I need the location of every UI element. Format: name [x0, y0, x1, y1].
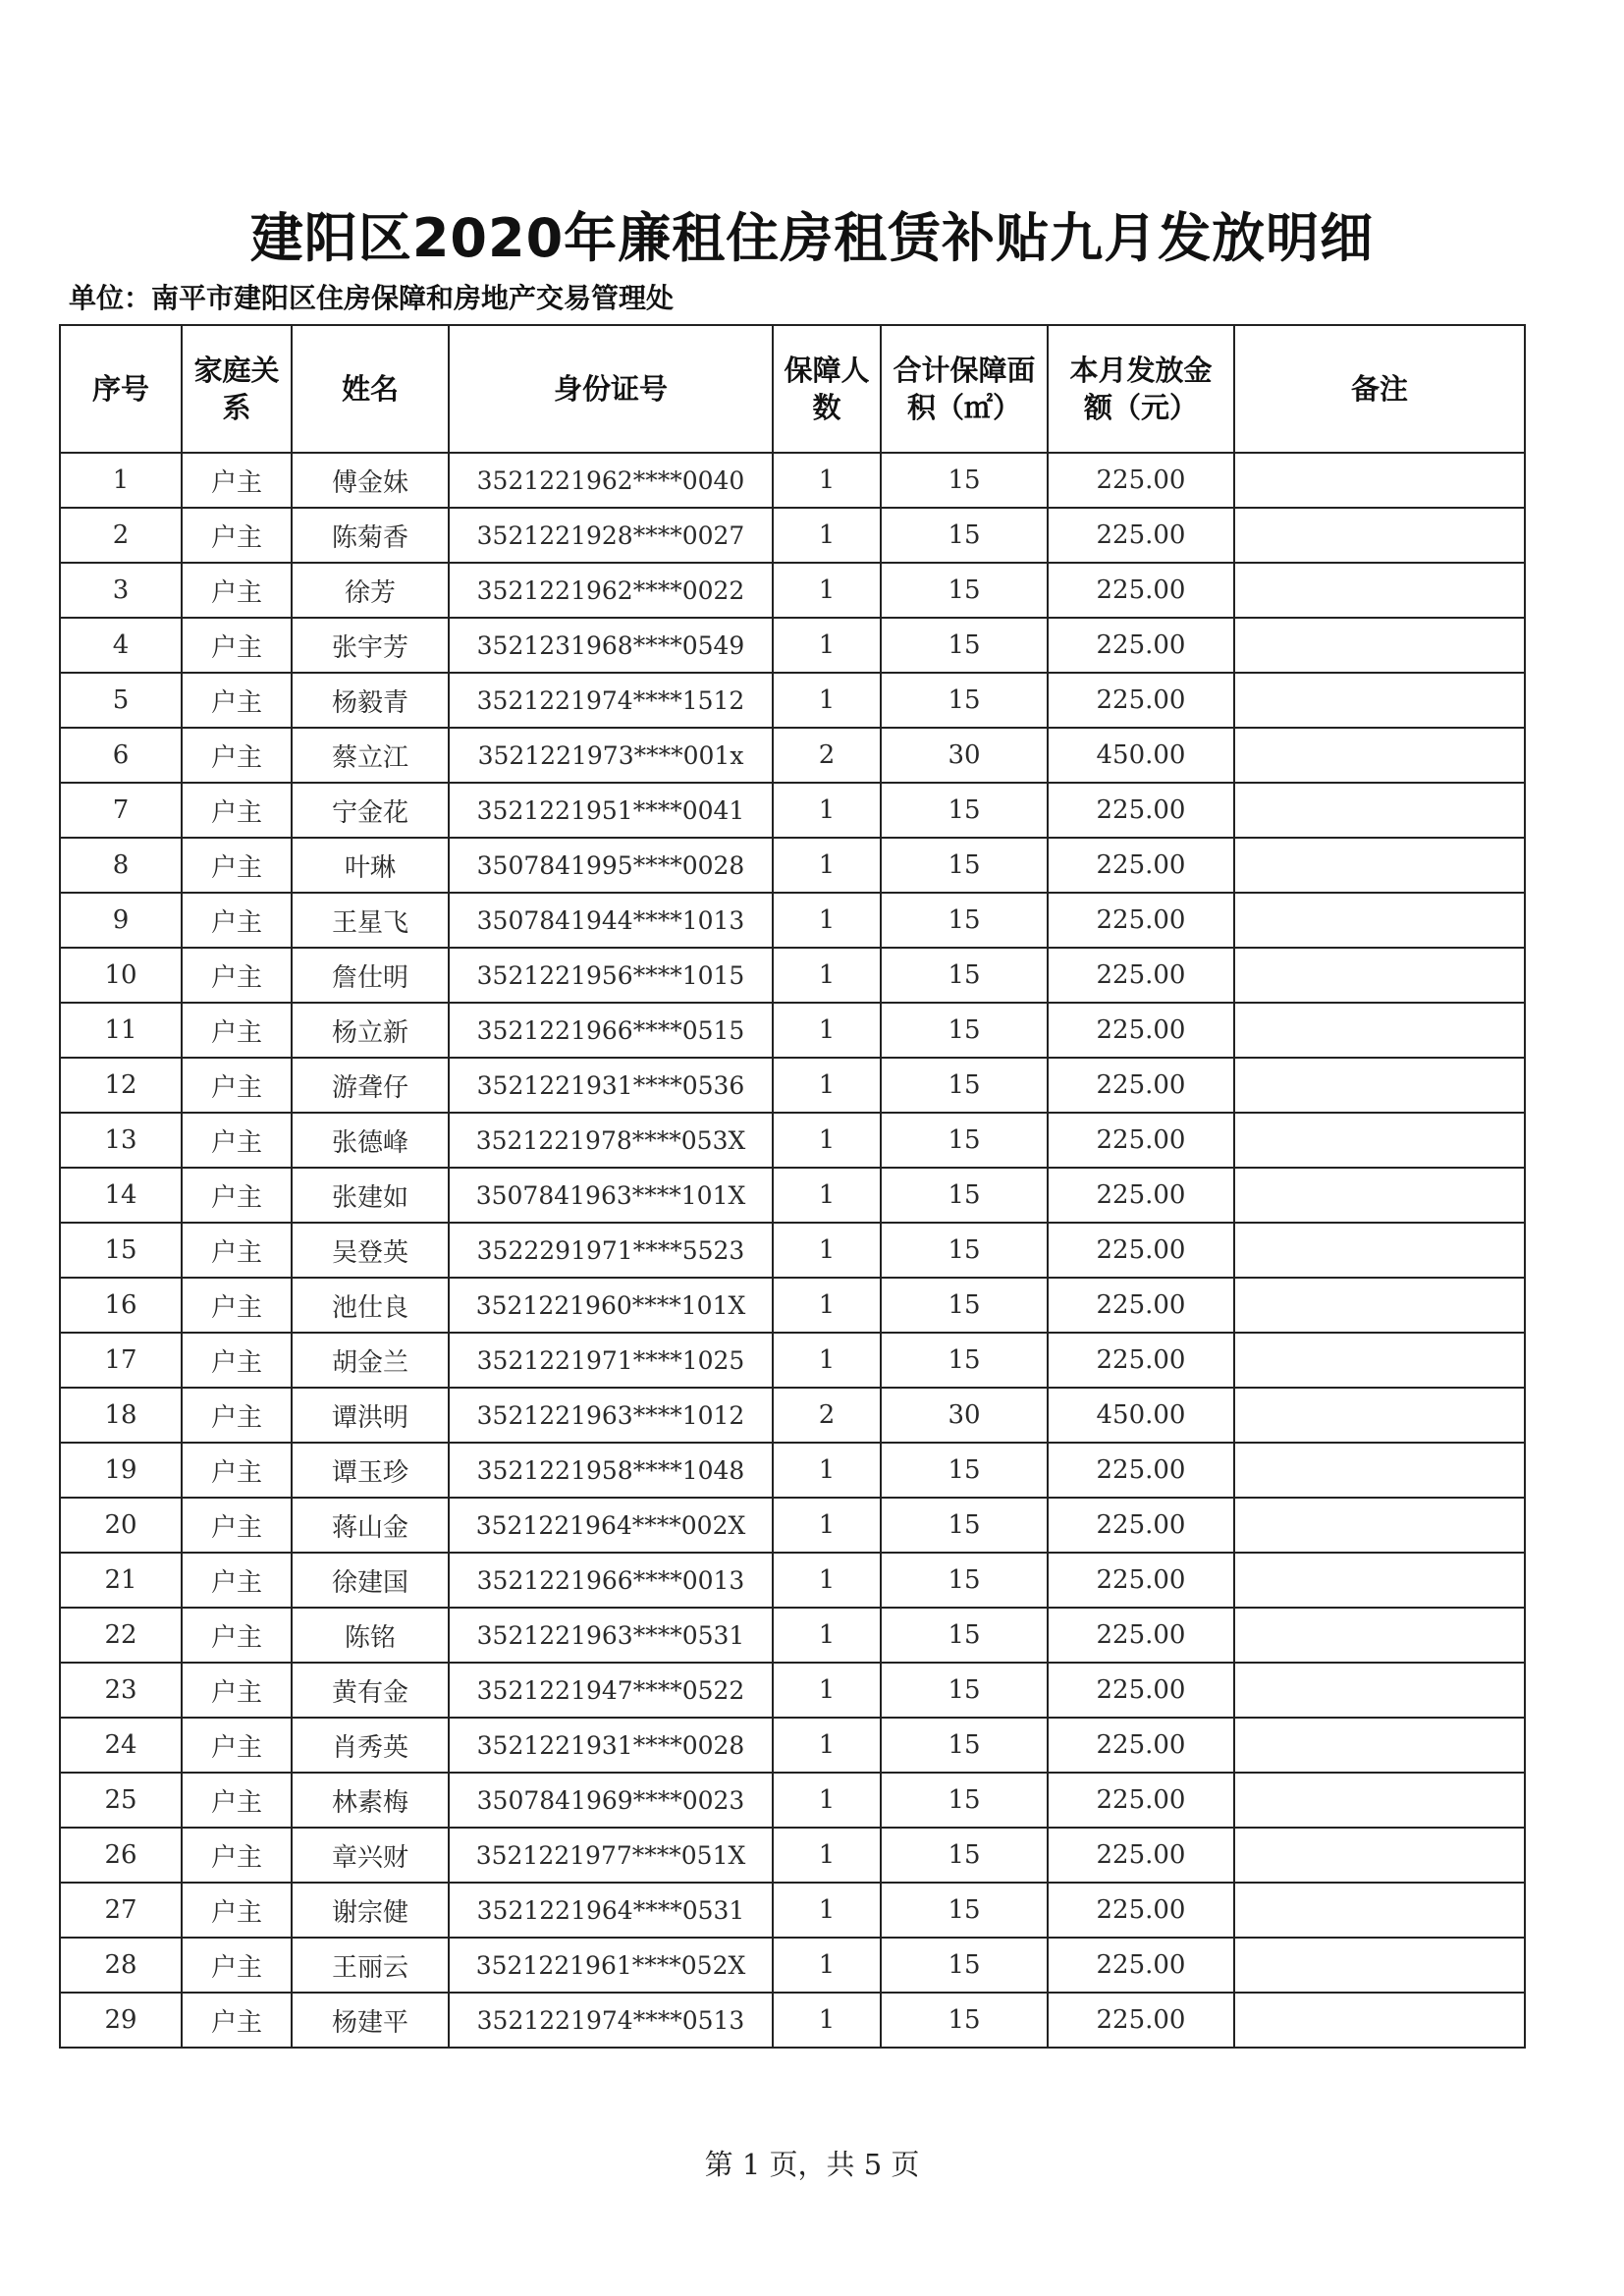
cell-remark	[1234, 508, 1525, 563]
cell-seq: 3	[60, 563, 182, 618]
cell-persons: 1	[773, 1718, 881, 1773]
cell-persons: 1	[773, 1993, 881, 2048]
cell-amount: 225.00	[1048, 1938, 1234, 1993]
cell-persons: 1	[773, 1223, 881, 1278]
cell-seq: 28	[60, 1938, 182, 1993]
cell-seq: 24	[60, 1718, 182, 1773]
cell-area: 15	[881, 673, 1048, 728]
cell-id-number: 3521221951****0041	[449, 783, 773, 838]
cell-seq: 27	[60, 1883, 182, 1938]
cell-amount: 225.00	[1048, 1278, 1234, 1333]
cell-area: 15	[881, 1553, 1048, 1608]
cell-relation: 户主	[182, 1003, 292, 1058]
cell-amount: 225.00	[1048, 618, 1234, 673]
cell-id-number: 3521221978****053X	[449, 1113, 773, 1168]
cell-area: 15	[881, 1828, 1048, 1883]
cell-amount: 225.00	[1048, 1608, 1234, 1663]
cell-seq: 12	[60, 1058, 182, 1113]
cell-id-number: 3507841963****101X	[449, 1168, 773, 1223]
table-row	[60, 1113, 1525, 1168]
cell-id-number: 3507841969****0023	[449, 1773, 773, 1828]
cell-seq: 17	[60, 1333, 182, 1388]
cell-persons: 1	[773, 618, 881, 673]
cell-relation: 户主	[182, 508, 292, 563]
cell-area: 15	[881, 1498, 1048, 1553]
cell-persons: 1	[773, 453, 881, 508]
cell-persons: 1	[773, 1113, 881, 1168]
cell-seq: 11	[60, 1003, 182, 1058]
cell-area: 30	[881, 728, 1048, 783]
cell-area: 15	[881, 1608, 1048, 1663]
table-row	[60, 1828, 1525, 1883]
document-title: 建阳区2020年廉租住房租赁补贴九月发放明细	[249, 207, 1375, 269]
table-row	[60, 618, 1525, 673]
cell-remark	[1234, 1388, 1525, 1443]
cell-id-number: 3521221960****101X	[449, 1278, 773, 1333]
cell-remark	[1234, 1168, 1525, 1223]
cell-persons: 1	[773, 1773, 881, 1828]
header-persons: 保障人数	[773, 325, 881, 453]
cell-remark	[1234, 1223, 1525, 1278]
cell-id-number: 3521221971****1025	[449, 1333, 773, 1388]
cell-id-number: 3521221928****0027	[449, 508, 773, 563]
cell-amount: 225.00	[1048, 1718, 1234, 1773]
table-row	[60, 1278, 1525, 1333]
cell-remark	[1234, 893, 1525, 948]
cell-relation: 户主	[182, 1938, 292, 1993]
cell-amount: 225.00	[1048, 1223, 1234, 1278]
cell-id-number: 3521221974****0513	[449, 1993, 773, 2048]
cell-persons: 1	[773, 563, 881, 618]
cell-area: 15	[881, 563, 1048, 618]
cell-remark	[1234, 1663, 1525, 1718]
cell-name: 林素梅	[292, 1773, 449, 1828]
cell-amount: 225.00	[1048, 673, 1234, 728]
cell-name: 谭洪明	[292, 1388, 449, 1443]
cell-persons: 1	[773, 1883, 881, 1938]
cell-seq: 14	[60, 1168, 182, 1223]
cell-name: 徐芳	[292, 563, 449, 618]
cell-amount: 225.00	[1048, 1773, 1234, 1828]
cell-area: 15	[881, 1058, 1048, 1113]
cell-relation: 户主	[182, 893, 292, 948]
cell-name: 杨建平	[292, 1993, 449, 2048]
cell-name: 陈铭	[292, 1608, 449, 1663]
cell-seq: 23	[60, 1663, 182, 1718]
cell-remark	[1234, 728, 1525, 783]
cell-seq: 19	[60, 1443, 182, 1498]
cell-id-number: 3521221966****0515	[449, 1003, 773, 1058]
cell-remark	[1234, 1773, 1525, 1828]
cell-name: 宁金花	[292, 783, 449, 838]
cell-persons: 1	[773, 1003, 881, 1058]
cell-area: 15	[881, 1443, 1048, 1498]
cell-id-number: 3521221931****0536	[449, 1058, 773, 1113]
cell-amount: 225.00	[1048, 838, 1234, 893]
cell-area: 15	[881, 948, 1048, 1003]
cell-area: 15	[881, 838, 1048, 893]
cell-seq: 16	[60, 1278, 182, 1333]
cell-area: 15	[881, 893, 1048, 948]
cell-seq: 10	[60, 948, 182, 1003]
cell-area: 15	[881, 1718, 1048, 1773]
cell-seq: 21	[60, 1553, 182, 1608]
cell-area: 15	[881, 1278, 1048, 1333]
cell-amount: 225.00	[1048, 508, 1234, 563]
cell-persons: 1	[773, 1058, 881, 1113]
table-row	[60, 1993, 1525, 2048]
header-amount: 本月发放金额（元）	[1048, 325, 1234, 453]
table-row	[60, 1388, 1525, 1443]
cell-area: 15	[881, 1993, 1048, 2048]
cell-area: 15	[881, 1168, 1048, 1223]
cell-name: 胡金兰	[292, 1333, 449, 1388]
cell-relation: 户主	[182, 1223, 292, 1278]
cell-name: 张德峰	[292, 1113, 449, 1168]
cell-name: 黄有金	[292, 1663, 449, 1718]
cell-persons: 1	[773, 948, 881, 1003]
cell-seq: 20	[60, 1498, 182, 1553]
cell-amount: 450.00	[1048, 728, 1234, 783]
cell-area: 15	[881, 1938, 1048, 1993]
cell-id-number: 3507841995****0028	[449, 838, 773, 893]
cell-name: 张建如	[292, 1168, 449, 1223]
cell-amount: 225.00	[1048, 1058, 1234, 1113]
cell-relation: 户主	[182, 1663, 292, 1718]
cell-relation: 户主	[182, 453, 292, 508]
cell-id-number: 3521221964****002X	[449, 1498, 773, 1553]
cell-relation: 户主	[182, 1333, 292, 1388]
cell-seq: 9	[60, 893, 182, 948]
header-area: 合计保障面积（㎡）	[881, 325, 1048, 453]
header-relation: 家庭关系	[182, 325, 292, 453]
table-row	[60, 1663, 1525, 1718]
cell-amount: 225.00	[1048, 1003, 1234, 1058]
cell-seq: 29	[60, 1993, 182, 2048]
cell-amount: 225.00	[1048, 1553, 1234, 1608]
cell-amount: 225.00	[1048, 948, 1234, 1003]
cell-remark	[1234, 618, 1525, 673]
cell-id-number: 3521221966****0013	[449, 1553, 773, 1608]
table-row	[60, 1718, 1525, 1773]
page-footer: 第 1 页，共 5 页	[704, 2148, 920, 2181]
cell-area: 30	[881, 1388, 1048, 1443]
cell-name: 杨毅青	[292, 673, 449, 728]
cell-remark	[1234, 1553, 1525, 1608]
cell-relation: 户主	[182, 673, 292, 728]
cell-area: 15	[881, 453, 1048, 508]
cell-amount: 225.00	[1048, 1498, 1234, 1553]
cell-name: 徐建国	[292, 1553, 449, 1608]
cell-id-number: 3521221964****0531	[449, 1883, 773, 1938]
cell-amount: 225.00	[1048, 1828, 1234, 1883]
table-row	[60, 1223, 1525, 1278]
cell-relation: 户主	[182, 1388, 292, 1443]
table-row	[60, 893, 1525, 948]
cell-remark	[1234, 1883, 1525, 1938]
cell-area: 15	[881, 1223, 1048, 1278]
table-row	[60, 563, 1525, 618]
table-row	[60, 1058, 1525, 1113]
cell-amount: 225.00	[1048, 563, 1234, 618]
cell-remark	[1234, 1608, 1525, 1663]
cell-id-number: 3521221962****0022	[449, 563, 773, 618]
table-row	[60, 948, 1525, 1003]
cell-name: 王星飞	[292, 893, 449, 948]
cell-relation: 户主	[182, 1498, 292, 1553]
cell-seq: 22	[60, 1608, 182, 1663]
cell-area: 15	[881, 1333, 1048, 1388]
cell-area: 15	[881, 1883, 1048, 1938]
cell-remark	[1234, 783, 1525, 838]
table-row	[60, 453, 1525, 508]
cell-id-number: 3521221974****1512	[449, 673, 773, 728]
table-body	[60, 453, 1525, 2048]
cell-remark	[1234, 1498, 1525, 1553]
cell-id-number: 3521221977****051X	[449, 1828, 773, 1883]
cell-persons: 1	[773, 1333, 881, 1388]
cell-remark	[1234, 1003, 1525, 1058]
header-seq: 序号	[60, 325, 182, 453]
cell-persons: 1	[773, 508, 881, 563]
cell-relation: 户主	[182, 1058, 292, 1113]
cell-name: 池仕良	[292, 1278, 449, 1333]
issuing-unit: 单位：南平市建阳区住房保障和房地产交易管理处	[69, 282, 675, 314]
cell-id-number: 3521221931****0028	[449, 1718, 773, 1773]
cell-amount: 225.00	[1048, 1333, 1234, 1388]
cell-persons: 1	[773, 1663, 881, 1718]
table-row	[60, 1938, 1525, 1993]
cell-remark	[1234, 1278, 1525, 1333]
cell-name: 蔡立江	[292, 728, 449, 783]
cell-name: 游聋仔	[292, 1058, 449, 1113]
cell-persons: 1	[773, 893, 881, 948]
cell-seq: 26	[60, 1828, 182, 1883]
cell-area: 15	[881, 783, 1048, 838]
cell-relation: 户主	[182, 1168, 292, 1223]
cell-name: 肖秀英	[292, 1718, 449, 1773]
table-row	[60, 1773, 1525, 1828]
cell-area: 15	[881, 1773, 1048, 1828]
header-id-number: 身份证号	[449, 325, 773, 453]
cell-id-number: 3521221962****0040	[449, 453, 773, 508]
cell-seq: 15	[60, 1223, 182, 1278]
cell-seq: 7	[60, 783, 182, 838]
cell-relation: 户主	[182, 948, 292, 1003]
cell-seq: 25	[60, 1773, 182, 1828]
table-row	[60, 1333, 1525, 1388]
cell-persons: 1	[773, 1828, 881, 1883]
cell-relation: 户主	[182, 1718, 292, 1773]
header-remark: 备注	[1234, 325, 1525, 453]
cell-id-number: 3521221963****0531	[449, 1608, 773, 1663]
cell-seq: 18	[60, 1388, 182, 1443]
cell-remark	[1234, 1993, 1525, 2048]
cell-persons: 1	[773, 1608, 881, 1663]
cell-id-number: 3521221973****001x	[449, 728, 773, 783]
cell-relation: 户主	[182, 1608, 292, 1663]
cell-name: 杨立新	[292, 1003, 449, 1058]
table-row	[60, 1498, 1525, 1553]
cell-remark	[1234, 1718, 1525, 1773]
cell-id-number: 3522291971****5523	[449, 1223, 773, 1278]
cell-remark	[1234, 563, 1525, 618]
cell-persons: 2	[773, 1388, 881, 1443]
cell-id-number: 3521231968****0549	[449, 618, 773, 673]
cell-seq: 1	[60, 453, 182, 508]
cell-seq: 8	[60, 838, 182, 893]
cell-area: 15	[881, 618, 1048, 673]
cell-amount: 225.00	[1048, 1883, 1234, 1938]
cell-name: 蒋山金	[292, 1498, 449, 1553]
cell-name: 詹仕明	[292, 948, 449, 1003]
cell-amount: 450.00	[1048, 1388, 1234, 1443]
cell-area: 15	[881, 1663, 1048, 1718]
cell-area: 15	[881, 508, 1048, 563]
cell-amount: 225.00	[1048, 1663, 1234, 1718]
cell-persons: 2	[773, 728, 881, 783]
cell-name: 谭玉珍	[292, 1443, 449, 1498]
cell-amount: 225.00	[1048, 1443, 1234, 1498]
cell-amount: 225.00	[1048, 453, 1234, 508]
cell-amount: 225.00	[1048, 783, 1234, 838]
cell-relation: 户主	[182, 618, 292, 673]
cell-relation: 户主	[182, 1773, 292, 1828]
header-name: 姓名	[292, 325, 449, 453]
cell-name: 张宇芳	[292, 618, 449, 673]
cell-seq: 5	[60, 673, 182, 728]
cell-relation: 户主	[182, 1553, 292, 1608]
cell-id-number: 3521221947****0522	[449, 1663, 773, 1718]
cell-persons: 1	[773, 1168, 881, 1223]
cell-remark	[1234, 1113, 1525, 1168]
cell-persons: 1	[773, 1278, 881, 1333]
cell-remark	[1234, 838, 1525, 893]
table-header-row	[60, 325, 1525, 453]
cell-name: 傅金妹	[292, 453, 449, 508]
cell-remark	[1234, 673, 1525, 728]
cell-relation: 户主	[182, 1993, 292, 2048]
cell-area: 15	[881, 1003, 1048, 1058]
cell-name: 叶琳	[292, 838, 449, 893]
table-row	[60, 1553, 1525, 1608]
table-row	[60, 1443, 1525, 1498]
cell-amount: 225.00	[1048, 893, 1234, 948]
table-row	[60, 1168, 1525, 1223]
cell-remark	[1234, 1443, 1525, 1498]
cell-remark	[1234, 1058, 1525, 1113]
cell-relation: 户主	[182, 728, 292, 783]
cell-seq: 13	[60, 1113, 182, 1168]
cell-amount: 225.00	[1048, 1113, 1234, 1168]
cell-remark	[1234, 948, 1525, 1003]
cell-relation: 户主	[182, 1443, 292, 1498]
cell-persons: 1	[773, 783, 881, 838]
cell-remark	[1234, 453, 1525, 508]
cell-seq: 4	[60, 618, 182, 673]
cell-seq: 6	[60, 728, 182, 783]
cell-name: 章兴财	[292, 1828, 449, 1883]
cell-id-number: 3521221963****1012	[449, 1388, 773, 1443]
table-row	[60, 728, 1525, 783]
table-row	[60, 838, 1525, 893]
cell-remark	[1234, 1938, 1525, 1993]
table-row	[60, 673, 1525, 728]
cell-id-number: 3521221958****1048	[449, 1443, 773, 1498]
cell-amount: 225.00	[1048, 1168, 1234, 1223]
cell-area: 15	[881, 1113, 1048, 1168]
cell-relation: 户主	[182, 783, 292, 838]
cell-persons: 1	[773, 673, 881, 728]
cell-relation: 户主	[182, 1278, 292, 1333]
table-row	[60, 1003, 1525, 1058]
cell-name: 陈菊香	[292, 508, 449, 563]
cell-seq: 2	[60, 508, 182, 563]
cell-persons: 1	[773, 1443, 881, 1498]
cell-relation: 户主	[182, 563, 292, 618]
cell-persons: 1	[773, 1498, 881, 1553]
cell-persons: 1	[773, 838, 881, 893]
cell-relation: 户主	[182, 1883, 292, 1938]
cell-relation: 户主	[182, 838, 292, 893]
table-row	[60, 1883, 1525, 1938]
cell-persons: 1	[773, 1553, 881, 1608]
cell-id-number: 3521221961****052X	[449, 1938, 773, 1993]
cell-relation: 户主	[182, 1828, 292, 1883]
cell-remark	[1234, 1333, 1525, 1388]
cell-name: 王丽云	[292, 1938, 449, 1993]
cell-id-number: 3507841944****1013	[449, 893, 773, 948]
cell-persons: 1	[773, 1938, 881, 1993]
cell-relation: 户主	[182, 1113, 292, 1168]
cell-id-number: 3521221956****1015	[449, 948, 773, 1003]
cell-remark	[1234, 1828, 1525, 1883]
subsidy-table	[59, 324, 1526, 2049]
cell-name: 吴登英	[292, 1223, 449, 1278]
cell-name: 谢宗健	[292, 1883, 449, 1938]
cell-amount: 225.00	[1048, 1993, 1234, 2048]
table-row	[60, 1608, 1525, 1663]
table-row	[60, 508, 1525, 563]
table-row	[60, 783, 1525, 838]
